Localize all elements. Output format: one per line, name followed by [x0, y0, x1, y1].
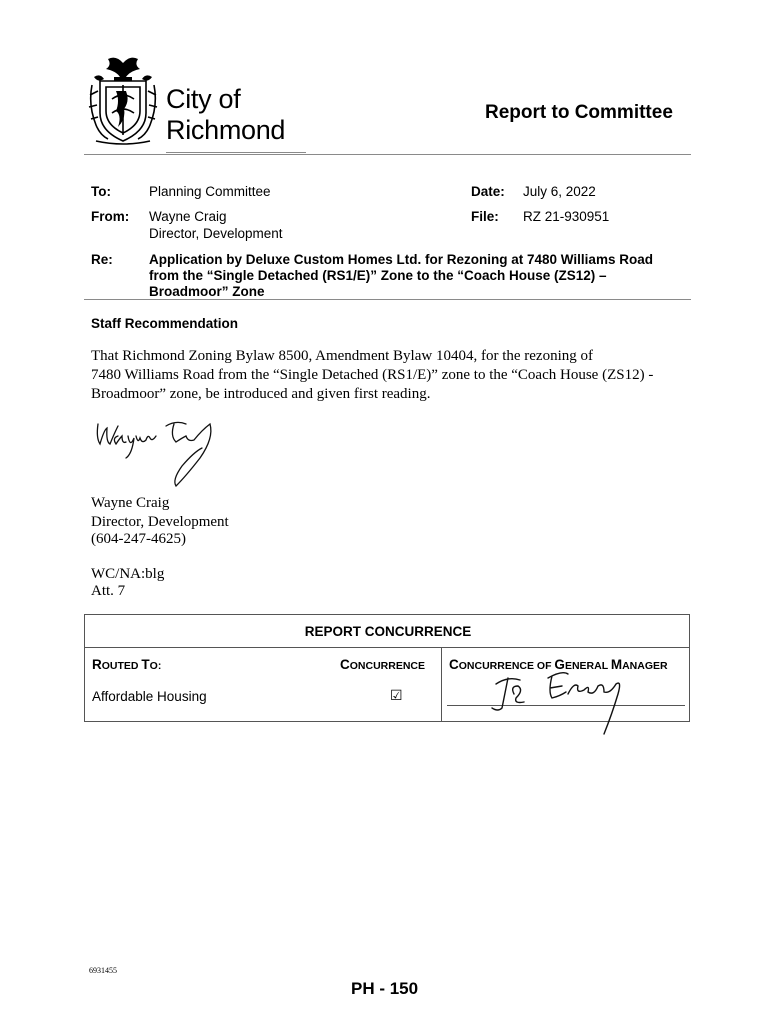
author-initials: WC/NA:blg	[91, 566, 165, 582]
table-header-divider	[85, 647, 689, 648]
to-value: Planning Committee	[149, 184, 271, 199]
signer-phone: (604-247-4625)	[91, 531, 186, 547]
gm-concurrence-header: CONCURRENCE OF GENERAL MANAGER	[449, 657, 668, 672]
recommendation-line-3: Broadmoor” zone, be introduced and given first reading.	[91, 386, 431, 402]
document-code: 6931455	[89, 966, 117, 975]
re-line-1: Application by Deluxe Custom Homes Ltd. for Rezoning at 7480 Williams Road	[149, 252, 653, 267]
from-name: Wayne Craig	[149, 209, 227, 224]
signer-title: Director, Development	[91, 514, 229, 530]
table-column-divider	[441, 647, 442, 721]
page-title: Report to Committee	[485, 102, 673, 123]
logo-text-line2: Richmond	[166, 115, 286, 145]
file-label: File:	[471, 209, 499, 224]
to-label: To:	[91, 184, 111, 199]
file-value: RZ 21-930951	[523, 209, 610, 224]
table-title: REPORT CONCURRENCE	[304, 624, 472, 639]
concurrence-header: CONCURRENCE	[340, 657, 426, 672]
city-crest-logo-icon	[86, 55, 160, 145]
date-value: July 6, 2022	[523, 184, 596, 199]
recommendation-line-1: That Richmond Zoning Bylaw 8500, Amendment Bylaw 10404, for the rezoning of	[91, 348, 594, 364]
recommendation-line-2: 7480 Williams Road from the “Single Detached (RS1/E)” zone to the “Coach House (ZS12) -	[91, 367, 654, 383]
section-title: Staff Recommendation	[91, 316, 239, 331]
concurrence-checkbox[interactable]: ☑	[390, 687, 403, 703]
routed-department: Affordable Housing	[92, 689, 207, 704]
logo-text-line1: City of	[166, 84, 241, 114]
header-divider	[84, 154, 691, 155]
page-number: PH - 150	[351, 979, 419, 998]
routed-to-header: ROUTED TO:	[92, 657, 162, 672]
attachment-count: Att. 7	[91, 583, 126, 599]
signer-name: Wayne Craig	[91, 495, 170, 511]
director-signature-icon	[90, 408, 225, 490]
from-label: From:	[91, 209, 130, 224]
re-divider	[84, 299, 691, 300]
logo-underline	[166, 152, 306, 153]
re-line-2: from the “Single Detached (RS1/E)” Zone to the “Coach House (ZS12) –	[149, 268, 607, 283]
from-title: Director, Development	[149, 226, 283, 241]
general-manager-signature-icon	[488, 654, 638, 738]
re-label: Re:	[91, 252, 113, 267]
re-line-3: Broadmoor” Zone	[149, 284, 265, 299]
date-label: Date:	[471, 184, 505, 199]
